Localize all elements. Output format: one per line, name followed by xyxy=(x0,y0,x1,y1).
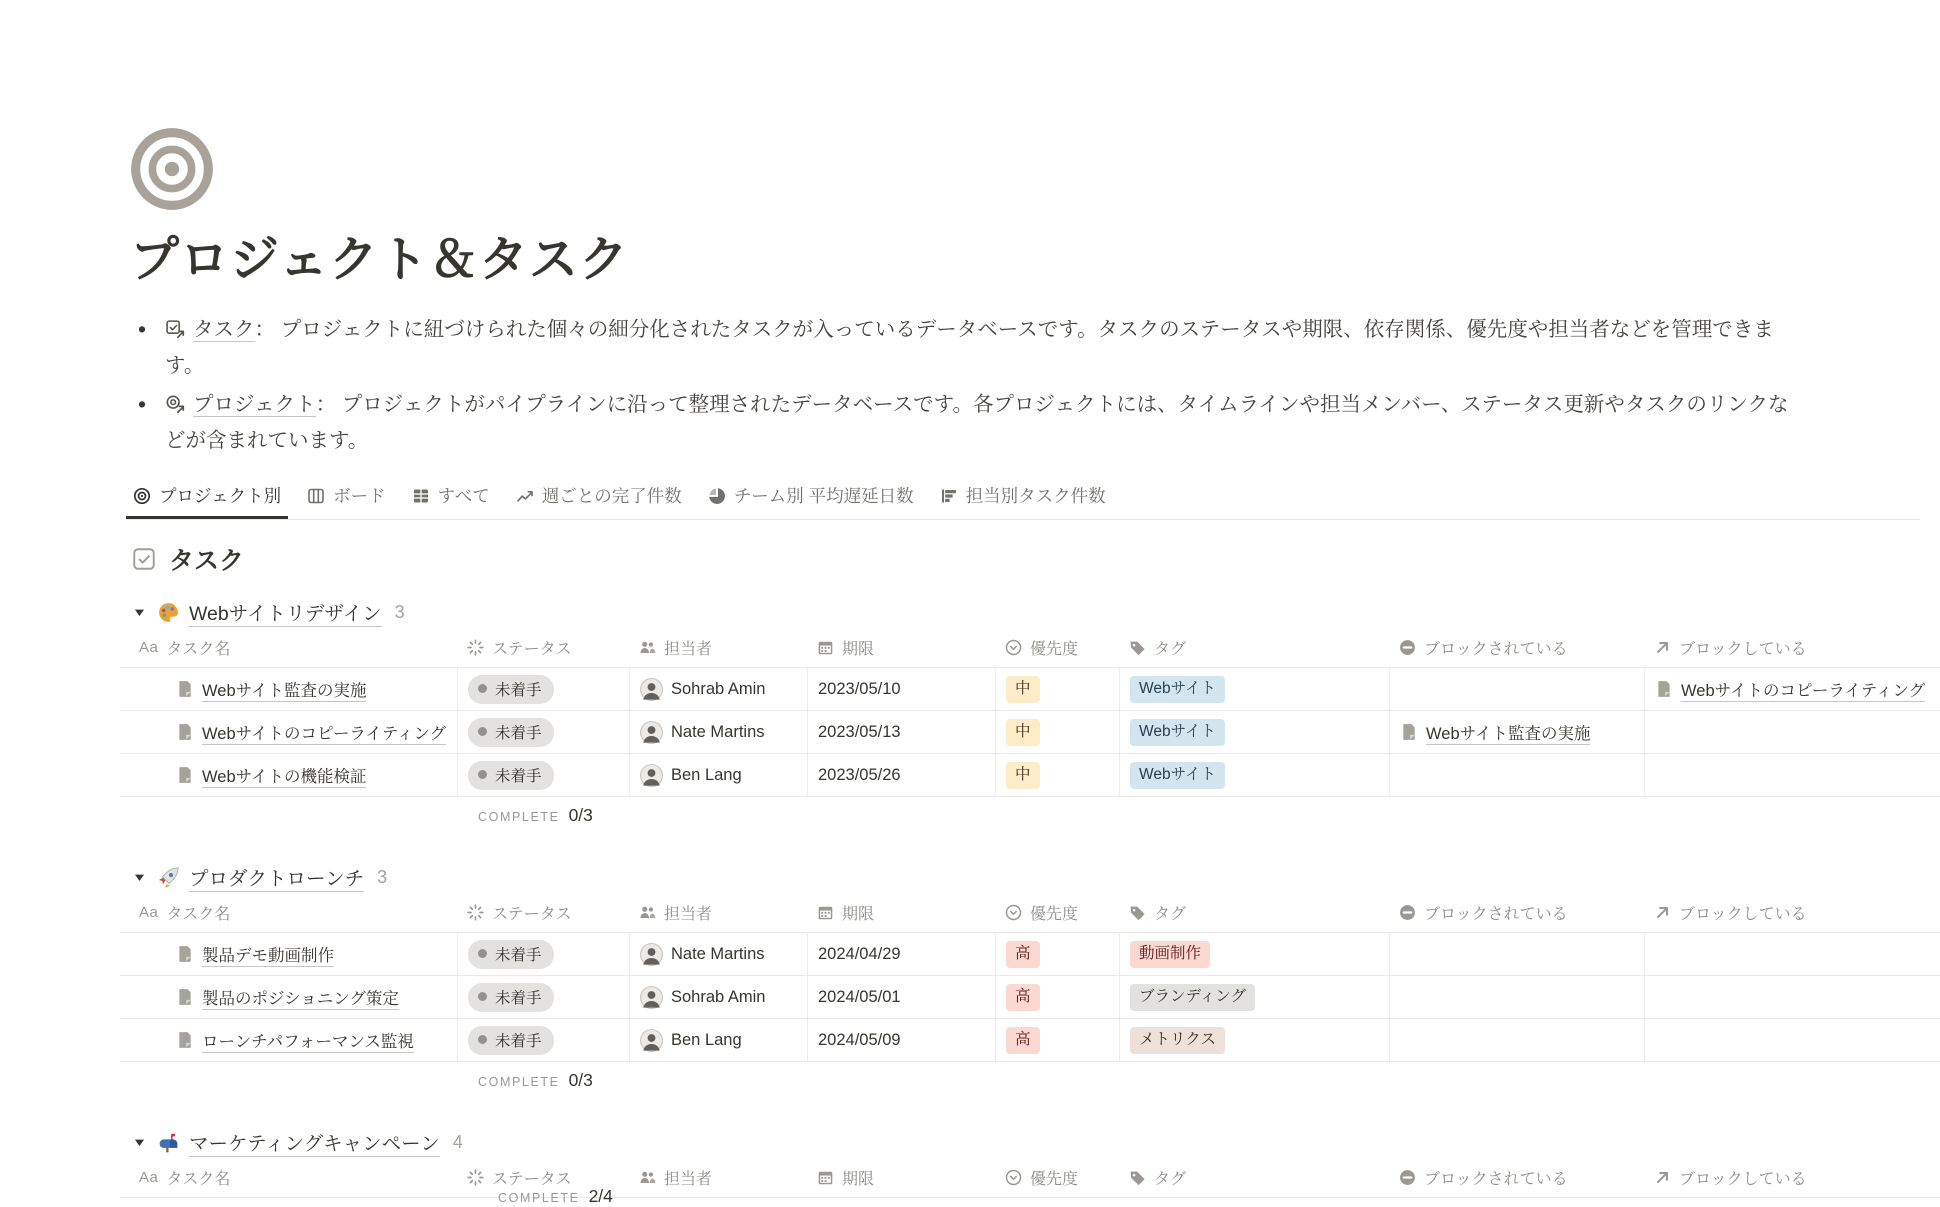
due-date-cell[interactable] xyxy=(808,668,996,710)
toggle-triangle-icon[interactable] xyxy=(133,871,146,884)
due-date-cell[interactable] xyxy=(808,754,996,796)
column-label: ブロックされている xyxy=(1424,906,1568,923)
group-count: 3 xyxy=(394,601,405,622)
tasks-table xyxy=(120,1158,1940,1188)
priority-cell[interactable] xyxy=(996,976,1120,1018)
bar-chart-icon xyxy=(940,487,958,505)
arrow-up-right-icon xyxy=(1654,639,1671,656)
column-label: 優先度 xyxy=(1030,641,1079,658)
task-link[interactable]: Webサイト監査の実施 xyxy=(202,677,366,702)
blocked-by-cell[interactable] xyxy=(1390,976,1645,1018)
group-aggregate[interactable] xyxy=(478,797,1920,835)
column-header-tag[interactable] xyxy=(1120,1158,1390,1197)
tab-label: ボード xyxy=(333,486,386,506)
priority-icon xyxy=(1005,904,1022,921)
task-link[interactable]: Webサイトの機能検証 xyxy=(202,763,366,788)
rocket-icon xyxy=(157,866,180,889)
column-header-due[interactable] xyxy=(808,1158,996,1197)
column-header-blocking[interactable] xyxy=(1645,628,1940,667)
task-link[interactable]: Webサイトのコピーライティング xyxy=(202,720,446,745)
tab-label: すべて xyxy=(437,486,490,506)
page-icon xyxy=(176,680,194,698)
assignee-cell[interactable] xyxy=(630,754,808,796)
blocking-cell[interactable] xyxy=(1645,933,1940,975)
status-cell[interactable] xyxy=(458,668,630,710)
tag-pill[interactable]: Webサイト xyxy=(1130,676,1225,703)
tasks-section-header xyxy=(131,540,1920,578)
avatar xyxy=(640,678,663,701)
column-label: タグ xyxy=(1154,641,1187,658)
status-pill[interactable] xyxy=(468,675,554,704)
text-type-icon: Aa xyxy=(139,639,159,656)
column-header-priority[interactable] xyxy=(996,1158,1120,1197)
page-icon xyxy=(176,723,194,741)
blocked-by-cell[interactable] xyxy=(1390,933,1645,975)
column-label: ブロックしている xyxy=(1679,641,1807,658)
table-row xyxy=(120,754,1940,797)
blocked-by-cell[interactable] xyxy=(1390,754,1645,796)
due-date-cell[interactable] xyxy=(808,976,996,1018)
column-header-blocked-by[interactable] xyxy=(1390,628,1645,667)
blocking-cell[interactable] xyxy=(1645,976,1940,1018)
blocked-by-cell[interactable] xyxy=(1390,668,1645,710)
page-icon xyxy=(176,988,194,1006)
column-label: タスク名 xyxy=(166,1171,231,1188)
column-label: 担当者 xyxy=(664,641,713,658)
group-count: 3 xyxy=(377,866,388,887)
column-header-tag[interactable] xyxy=(1120,893,1390,932)
group-project-link[interactable]: Webサイトリデザイン xyxy=(189,598,382,627)
column-label: 期限 xyxy=(842,1171,875,1188)
column-label: 優先度 xyxy=(1030,906,1079,923)
group-aggregate[interactable] xyxy=(478,1062,1920,1100)
column-label: 期限 xyxy=(842,906,875,923)
status-label: 未着手 xyxy=(495,1032,542,1050)
assignee-cell[interactable] xyxy=(630,976,808,1018)
checkbox-icon xyxy=(131,546,157,572)
page-icon xyxy=(1400,723,1418,741)
table-header-row xyxy=(120,1158,1940,1198)
page-icon xyxy=(176,1031,194,1049)
status-dot-icon xyxy=(478,992,487,1001)
tab-board[interactable] xyxy=(300,475,393,519)
assignee-name: Ben Lang xyxy=(671,1030,742,1049)
people-icon xyxy=(639,639,656,656)
task-groups xyxy=(120,596,1926,1207)
page-emoji-target-icon[interactable] xyxy=(129,126,215,212)
priority-pill[interactable]: 中 xyxy=(1006,719,1040,746)
calendar-icon xyxy=(817,639,834,656)
arrow-up-right-icon xyxy=(1654,904,1671,921)
pie-chart-icon xyxy=(708,487,726,505)
aggregate-value: 0/3 xyxy=(568,1070,593,1090)
column-label: 担当者 xyxy=(664,1171,713,1188)
aggregate-value: 2/4 xyxy=(588,1186,613,1206)
column-label: タスク名 xyxy=(166,641,231,658)
status-cell[interactable] xyxy=(458,933,630,975)
column-header-blocking[interactable] xyxy=(1645,893,1940,932)
due-date: 2024/05/01 xyxy=(818,987,901,1006)
status-label: 未着手 xyxy=(495,767,542,785)
tab-weekly-completed[interactable] xyxy=(509,475,689,519)
people-icon xyxy=(639,904,656,921)
due-date-cell[interactable] xyxy=(808,711,996,753)
table-row xyxy=(120,668,1940,711)
board-icon xyxy=(307,487,325,505)
status-dot-icon xyxy=(478,1035,487,1044)
table-header-row xyxy=(120,628,1940,668)
page-icon xyxy=(176,945,194,963)
column-header-assignee[interactable] xyxy=(630,1158,808,1197)
assignee-cell[interactable] xyxy=(630,668,808,710)
column-header-status[interactable] xyxy=(458,893,630,932)
task-link[interactable]: 製品デモ動画制作 xyxy=(202,942,334,967)
task-name-cell[interactable] xyxy=(120,933,458,975)
assignee-name: Nate Martins xyxy=(671,944,765,963)
status-burst-icon xyxy=(467,639,484,656)
column-label: タスク名 xyxy=(166,906,231,923)
status-label: 未着手 xyxy=(495,724,542,742)
priority-icon xyxy=(1005,639,1022,656)
task-name-cell[interactable] xyxy=(120,711,458,753)
tag-cell[interactable] xyxy=(1120,976,1390,1018)
bullet-separator: ： xyxy=(315,393,337,416)
task-name-cell[interactable] xyxy=(120,754,458,796)
view-tabs xyxy=(126,475,1920,520)
status-pill[interactable] xyxy=(468,761,554,790)
arrow-up-right-icon xyxy=(1654,1169,1671,1186)
column-header-priority[interactable] xyxy=(996,628,1120,667)
tag-pill[interactable]: ブランディング xyxy=(1130,984,1255,1011)
task-name-cell[interactable] xyxy=(120,668,458,710)
tag-pill[interactable]: Webサイト xyxy=(1130,719,1225,746)
blocking-cell[interactable] xyxy=(1645,754,1940,796)
status-dot-icon xyxy=(478,727,487,736)
column-label: ブロックしている xyxy=(1679,1171,1807,1188)
status-label: 未着手 xyxy=(495,681,542,699)
avatar xyxy=(640,986,663,1009)
assignee-cell[interactable] xyxy=(630,711,808,753)
task-name-cell[interactable] xyxy=(120,976,458,1018)
due-date: 2023/05/26 xyxy=(818,765,901,784)
project-db-link[interactable]: プロジェクト xyxy=(193,393,316,416)
status-label: 未着手 xyxy=(495,989,542,1007)
line-chart-icon xyxy=(516,487,534,505)
priority-cell[interactable] xyxy=(996,933,1120,975)
tab-all[interactable] xyxy=(405,475,497,519)
group-title-row xyxy=(133,596,1920,628)
column-label: ブロックしている xyxy=(1679,906,1807,923)
status-cell[interactable] xyxy=(458,754,630,796)
column-label: タグ xyxy=(1154,1171,1187,1188)
status-cell[interactable] xyxy=(458,711,630,753)
column-label: 担当者 xyxy=(664,906,713,923)
status-cell[interactable] xyxy=(458,1019,630,1061)
linked-task-db-icon xyxy=(165,318,186,350)
due-date-cell[interactable] xyxy=(808,933,996,975)
due-date-cell[interactable] xyxy=(808,1019,996,1061)
group-title-row xyxy=(133,861,1920,893)
toggle-triangle-icon[interactable] xyxy=(133,1136,146,1149)
tab-label: 週ごとの完了件数 xyxy=(541,486,682,506)
list-item xyxy=(165,314,1796,382)
blocked-icon xyxy=(1399,639,1416,656)
aggregate-label: COMPLETE xyxy=(498,1191,580,1205)
column-label: タグ xyxy=(1154,906,1187,923)
priority-cell[interactable] xyxy=(996,668,1120,710)
group-project-link[interactable]: プロダクトローンチ xyxy=(189,863,364,892)
due-date: 2024/05/09 xyxy=(818,1030,901,1049)
table-row xyxy=(120,976,1940,1019)
tag-icon xyxy=(1129,639,1146,656)
column-header-assignee[interactable] xyxy=(630,893,808,932)
column-header-task-name[interactable] xyxy=(120,893,458,932)
text-type-icon: Aa xyxy=(139,904,159,921)
table-icon xyxy=(412,487,430,505)
table-row xyxy=(120,933,1940,976)
status-pill[interactable] xyxy=(468,940,554,969)
priority-cell[interactable] xyxy=(996,1019,1120,1061)
page-icon xyxy=(1655,680,1673,698)
tag-cell[interactable] xyxy=(1120,668,1390,710)
status-pill[interactable] xyxy=(468,983,554,1012)
assignee-cell[interactable] xyxy=(630,933,808,975)
tag-pill[interactable]: Webサイト xyxy=(1130,762,1225,789)
assignee-name: Sohrab Amin xyxy=(671,987,766,1006)
description-list xyxy=(120,314,1796,457)
group-count: 4 xyxy=(452,1131,463,1152)
blocking-cell[interactable] xyxy=(1645,711,1940,753)
tab-by-project[interactable] xyxy=(126,475,288,519)
column-header-task-name[interactable] xyxy=(120,1158,458,1197)
tag-cell[interactable] xyxy=(1120,711,1390,753)
column-header-blocked-by[interactable] xyxy=(1390,893,1645,932)
tab-label: プロジェクト別 xyxy=(159,486,282,506)
task-link[interactable]: 製品のポジショニング策定 xyxy=(202,985,399,1010)
avatar xyxy=(640,721,663,744)
section-title: タスク xyxy=(169,547,245,575)
avatar xyxy=(640,764,663,787)
task-group xyxy=(120,861,1920,1100)
status-burst-icon xyxy=(467,904,484,921)
column-label: 優先度 xyxy=(1030,1171,1079,1188)
bullet-separator: ： xyxy=(254,318,275,341)
tag-pill[interactable]: 動画制作 xyxy=(1130,941,1210,968)
column-label: ブロックされている xyxy=(1424,1171,1568,1188)
bullet-text: プロジェクトがパイプラインに沿って整理されたデータベースです。各プロジェクトには、タイムラインや担当メンバー、ステータス更新やタスクのリンクなどが含まれています。 xyxy=(165,393,1789,452)
blocked-by-cell[interactable] xyxy=(1390,711,1645,753)
linked-project-db-icon xyxy=(165,393,186,425)
toggle-triangle-icon[interactable] xyxy=(133,606,146,619)
tag-icon xyxy=(1129,1169,1146,1186)
column-header-priority[interactable] xyxy=(996,893,1120,932)
bullet-text: プロジェクトに紐づけられた個々の細分化されたタスクが入っているデータベースです。タスクのステータスや期限、依存関係、優先度や担当者などを管理できます。 xyxy=(165,318,1774,377)
due-date: 2023/05/10 xyxy=(818,679,901,698)
table-row xyxy=(120,1019,1940,1062)
column-label: ステータス xyxy=(492,1171,572,1188)
blocking-cell[interactable] xyxy=(1645,1019,1940,1061)
blocked-icon xyxy=(1399,904,1416,921)
due-date: 2023/05/13 xyxy=(818,722,901,741)
target-icon xyxy=(133,487,151,505)
status-dot-icon xyxy=(478,684,487,693)
list-item xyxy=(165,389,1796,457)
blocked-by-cell[interactable] xyxy=(1390,1019,1645,1061)
column-header-blocking[interactable] xyxy=(1645,1158,1940,1197)
priority-icon xyxy=(1005,1169,1022,1186)
status-label: 未着手 xyxy=(495,946,542,964)
priority-pill[interactable]: 中 xyxy=(1006,676,1040,703)
page-title: プロジェクト＆タスク xyxy=(130,233,630,287)
avatar xyxy=(640,1029,663,1052)
status-pill[interactable] xyxy=(468,718,554,747)
column-header-due[interactable] xyxy=(808,628,996,667)
tag-icon xyxy=(1129,904,1146,921)
tag-cell[interactable] xyxy=(1120,1019,1390,1061)
status-dot-icon xyxy=(478,949,487,958)
column-label: ステータス xyxy=(492,906,572,923)
tab-label: チーム別 平均遅延日数 xyxy=(733,486,914,506)
calendar-icon xyxy=(817,1169,834,1186)
priority-cell[interactable] xyxy=(996,711,1120,753)
column-header-due[interactable] xyxy=(808,893,996,932)
table-header-row xyxy=(120,893,1940,933)
status-cell[interactable] xyxy=(458,976,630,1018)
priority-pill[interactable]: 高 xyxy=(1006,1027,1040,1054)
tasks-table xyxy=(120,628,1940,797)
group-project-link[interactable]: マーケティングキャンペーン xyxy=(189,1128,440,1157)
aggregate-label: COMPLETE xyxy=(478,1075,560,1089)
tag-cell[interactable] xyxy=(1120,933,1390,975)
palette-icon xyxy=(157,601,180,624)
aggregate-value: 0/3 xyxy=(568,805,593,825)
status-pill[interactable] xyxy=(468,1026,554,1055)
tab-team-avg-delay[interactable] xyxy=(701,475,921,519)
assignee-name: Sohrab Amin xyxy=(671,679,766,698)
blocked-by-link[interactable]: Webサイト監査の実施 xyxy=(1426,720,1590,745)
table-row xyxy=(120,711,1940,754)
status-burst-icon xyxy=(467,1169,484,1186)
column-header-task-name[interactable] xyxy=(120,628,458,667)
tab-tasks-per-assignee[interactable] xyxy=(933,475,1113,519)
due-date: 2024/04/29 xyxy=(818,944,901,963)
column-header-blocked-by[interactable] xyxy=(1390,1158,1645,1197)
tag-pill[interactable]: メトリクス xyxy=(1130,1027,1225,1054)
tab-label: 担当別タスク件数 xyxy=(965,486,1106,506)
avatar xyxy=(640,943,663,966)
blocking-cell[interactable] xyxy=(1645,668,1940,710)
task-db-link[interactable]: タスク xyxy=(193,318,255,341)
blocked-icon xyxy=(1399,1169,1416,1186)
tasks-table xyxy=(120,893,1940,1062)
assignee-cell[interactable] xyxy=(630,1019,808,1061)
assignee-name: Nate Martins xyxy=(671,722,765,741)
calendar-icon xyxy=(817,904,834,921)
mailbox-icon xyxy=(157,1131,180,1154)
text-type-icon: Aa xyxy=(139,1169,159,1186)
column-label: ステータス xyxy=(492,641,572,658)
column-header-status[interactable] xyxy=(458,628,630,667)
page-icon xyxy=(176,766,194,784)
priority-cell[interactable] xyxy=(996,754,1120,796)
assignee-name: Ben Lang xyxy=(671,765,742,784)
task-name-cell[interactable] xyxy=(120,1019,458,1061)
people-icon xyxy=(639,1169,656,1186)
group-title-row xyxy=(133,1126,1920,1158)
priority-pill[interactable]: 中 xyxy=(1006,762,1040,789)
aggregate-label: COMPLETE xyxy=(478,810,560,824)
priority-pill[interactable]: 高 xyxy=(1006,984,1040,1011)
status-dot-icon xyxy=(478,770,487,779)
task-group xyxy=(120,596,1926,835)
column-label: ブロックされている xyxy=(1424,641,1568,658)
column-header-tag[interactable] xyxy=(1120,628,1390,667)
column-label: 期限 xyxy=(842,641,875,658)
task-group xyxy=(120,1126,1920,1207)
tag-cell[interactable] xyxy=(1120,754,1390,796)
blocking-link[interactable]: Webサイトのコピーライティング xyxy=(1681,677,1925,702)
task-link[interactable]: ローンチパフォーマンス監視 xyxy=(202,1028,414,1053)
priority-pill[interactable]: 高 xyxy=(1006,941,1040,968)
column-header-assignee[interactable] xyxy=(630,628,808,667)
